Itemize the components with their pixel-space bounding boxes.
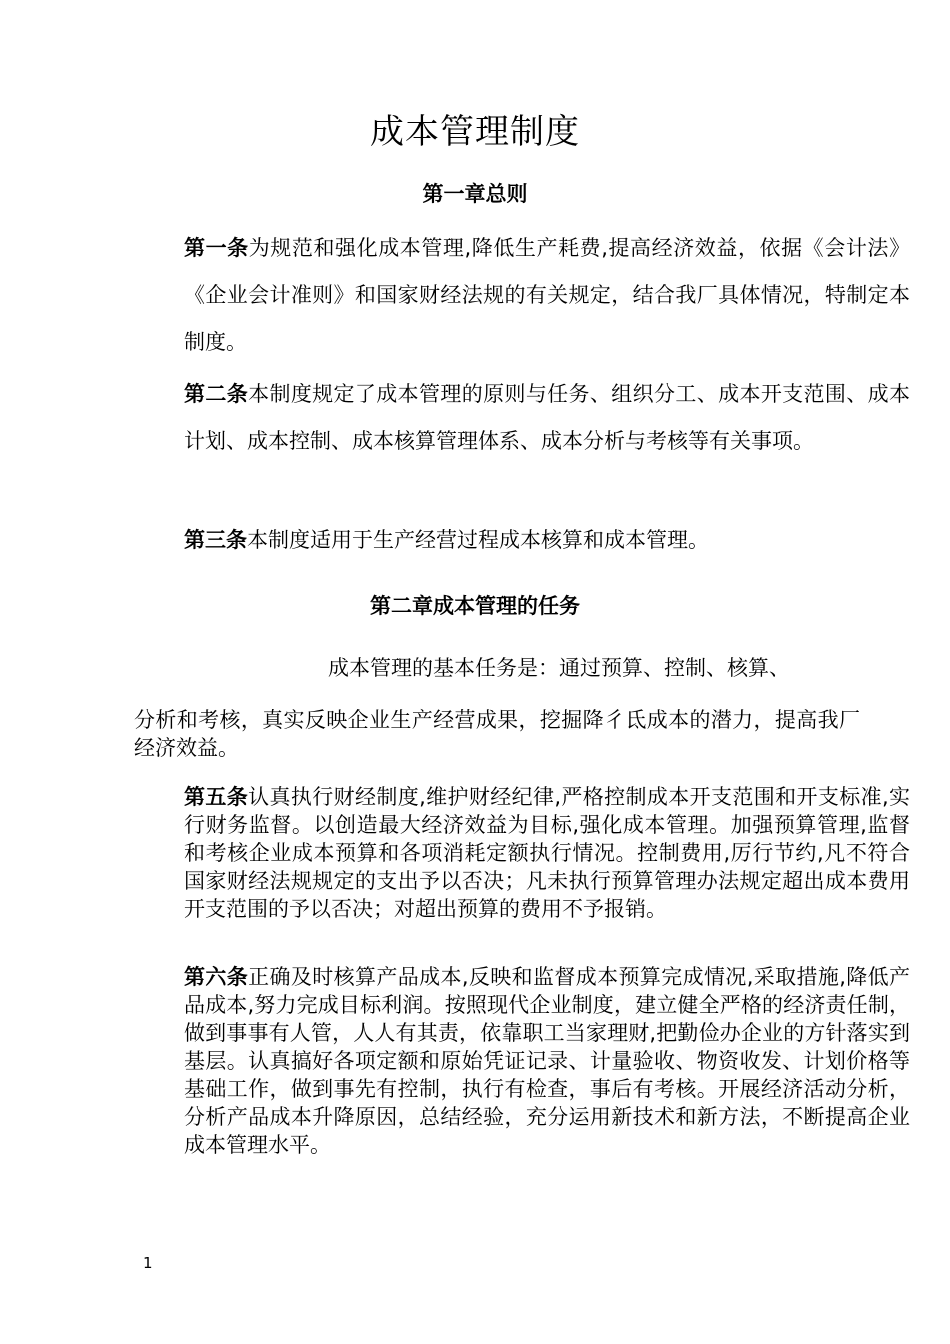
article-5-text: 认真执行财经制度,维护财经纪律,严格控制成本开支范围和开支标准,实行财务监督。以创造最大经济效益为目标,强化成本管理。加强预算管理,监督和考核企业成本预算和各项消耗定额执行情况。控制费用,厉行节约,凡不符合国家财经法规规定的支出予以否决；凡未执行预算管理办法规定超出成本费用开支范围的予以否决；对超出预算的费用不予报销。 <box>184 785 911 921</box>
article-6-text: 正确及时核算产品成本,反映和监督成本预算完成情况,采取措施,降低产品成本,努力完成目标利润。按照现代企业制度，建立健全严格的经济责任制，做到事事有人管，人人有其责，依靠职工当家理财,把勤俭办企业的方针落实到基层。认真搞好各项定额和原始凭证记录、计量验收、物资收发、计划价格等基础工作，做到事先有控制，执行有检查，事后有考核。开展经济活动分析，分析产品成本升降原因，总结经验，充分运用新技术和新方法，不断提高企业成本管理水平。 <box>184 965 911 1157</box>
article-1-text: 为规范和强化成本管理,降低生产耗费,提高经济效益，依据《会计法》《企业会计准则》和国家财经法规的有关规定，结合我厂具体情况，特制定本制度。 <box>184 236 910 354</box>
chapter-heading-1: 第一章总则 <box>422 182 528 206</box>
article-2 <box>134 371 910 465</box>
article-3-label: 第三条 <box>184 528 247 552</box>
document-title: 成本管理制度 <box>370 112 580 152</box>
article-4-lead: 成本管理的基本任务是：通过预算、控制、核算、 <box>328 656 790 680</box>
article-2-text: 本制度规定了成本管理的原则与任务、组织分工、成本开支范围、成本计划、成本控制、成本核算管理体系、成本分析与考核等有关事项。 <box>184 382 910 453</box>
article-3-text: 本制度适用于生产经营过程成本核算和成本管理。 <box>247 528 709 552</box>
chapter-heading-2: 第二章成本管理的任务 <box>370 594 580 618</box>
article-5 <box>134 783 910 923</box>
article-1-label: 第一条 <box>184 236 249 260</box>
article-6 <box>134 963 910 1159</box>
article-6-label: 第六条 <box>184 965 249 989</box>
article-3 <box>134 517 910 564</box>
article-1 <box>134 225 910 366</box>
article-4-continuation: 分析和考核，真实反映企业生产经营成果，挖掘降彳氐成本的潜力，提高我厂经济效益。 <box>134 708 860 760</box>
page-number: 1 <box>143 1254 153 1272</box>
article-2-label: 第二条 <box>184 382 249 406</box>
article-5-label: 第五条 <box>184 785 249 809</box>
